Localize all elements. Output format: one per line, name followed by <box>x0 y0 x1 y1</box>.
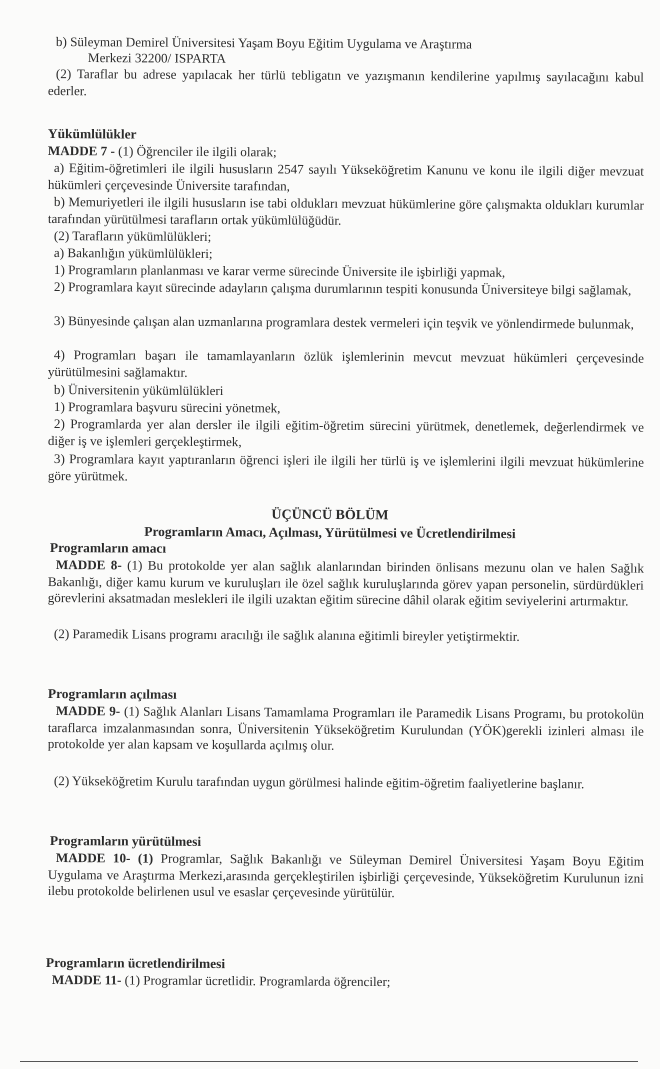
section-heading-yurutulmesi: Programların yürütülmesi <box>49 833 202 849</box>
madde-11-text: (1) Programlar ücretlidir. Programlarda öğrenciler; <box>121 972 391 990</box>
bakanlik-heading: a) Bakanlığın yükümlülükleri; <box>53 245 213 262</box>
madde-11-p1 <box>46 972 642 992</box>
chapter-subtitle: Programların Amacı, Açılması, Yürütülmesi ve Ücretlendirilmesi <box>144 523 516 542</box>
madde-8-p1 <box>48 557 644 610</box>
universite-item-2: 2) Programlarda yer alan dersler ile ilgili eğitim-öğretim sürecini yürütmek, denetlemek, değerlendirmek ve diğer iş ve işlemleri gerçekleştirmek, <box>47 416 644 449</box>
section-heading-yukumlulukler: Yükümlülükler <box>47 126 137 142</box>
universite-item-3: 3) Programlara kayıt yaptıranların öğrenci işleri ile ilgili her türlü iş ve işlemlerini ilgili mevzuat hükümlerine göre yürütmek. <box>47 451 644 484</box>
section-heading-acilmasi: Programların açılması <box>47 686 177 702</box>
madde-7-a: a) Eğitim-öğretimleri ile ilgili hususların 2547 sayılı Yükseköğretim Kanunu ve konu ile ilgili diğer mevzuat hükümleri çerçevesinde Üniversite tarafından, <box>47 160 644 194</box>
madde-8-label: MADDE 8- <box>55 557 122 573</box>
madde-8-p2: (2) Paramedik Lisans programı aracılığı ile sağlık alanına eğitimli bireyler yetiştirmektir. <box>53 626 520 644</box>
madde-9-label: MADDE 9- <box>55 703 121 719</box>
chapter-title: ÜÇÜNCÜ BÖLÜM <box>271 507 389 524</box>
universite-item-1: 1) Programlara başvuru sürecini yönetmek, <box>53 399 281 416</box>
madde-11-label: MADDE 11- <box>51 972 122 988</box>
footer-divider <box>20 1061 638 1062</box>
madde-10-p1 <box>48 850 644 903</box>
bakanlik-item-3: 3) Bünyesinde çalışan alan uzmanlarına programlara destek vermeleri için teşvik ve yönlendirmede bulunmak, <box>53 313 634 332</box>
madde-7-p2: (2) Tarafların yükümlülükleri; <box>53 228 212 244</box>
bakanlik-item-4: 4) Programları başarı ile tamamlayanların özlük işlemlerinin mevcut mevzuat hükümleri çerçevesinde yürütülmesini sağlamaktır. <box>47 347 644 380</box>
section-heading-amac: Programların amacı <box>49 540 167 556</box>
address-b-line1: b) Süleyman Demirel Üniversitesi Yaşam Boyu Eğitim Uygulama ve Araştırma <box>55 34 473 52</box>
madde-9-p1 <box>48 703 644 756</box>
address-b-line2: Merkezi 32200/ ISPARTA <box>87 50 227 66</box>
universite-heading: b) Üniversitenin yükümlülükleri <box>53 382 224 399</box>
bakanlik-item-1: 1) Programların planlanması ve karar verme sürecinde Üniversite ile işbirliği yapmak, <box>53 262 506 280</box>
bakanlik-item-2: 2) Programlara kayıt sürecinde adayların çalışma durumlarının tespiti konusunda Üniversiteye bilgi sağlamak, <box>53 279 632 298</box>
madde-9-text: (1) Sağlık Alanları Lisans Tamamlama Programları ile Paramedik Lisans Programı, bu protokolün taraflarca imzalanmasından sonra, Üniversitenin Yükseköğretim Kurulundan (YÖK)gerekli izinleri alması ile protokolde yer alan kapsam ve koşullarda açılmış olur. <box>47 703 645 753</box>
madde-10-label: MADDE 10- (1) <box>55 850 154 866</box>
madde-7-label: MADDE 7 - <box>47 143 115 159</box>
madde-7-text: (1) Öğrenciler ile ilgili olarak; <box>114 143 277 160</box>
madde-7-b: b) Memuriyetleri ile ilgili hususların ise tabi oldukları mevzuat hükümlerine göre çalışmakta oldukları kurumlar tarafından yürütülmesi tarafların ortak yükümlülüğüdür. <box>47 194 644 228</box>
madde-8-text: (1) Bu protokolde yer alan sağlık alanlarından birinden önlisans mezunu olan ve halen Sağlık Bakanlığı, diğer kamu kurum ve kuruluşları ile özel sağlık kuruluşlarında görev yapan personelin, sürdürdükleri görevlerini aksatmadan meslekleri ile ilgili uzaktan eğitim sürecine dâhil olarak eğitim seviyelerini artırmaktır. <box>47 557 645 609</box>
madde-10-text: Programlar, Sağlık Bakanlığı ve Süleyman Demirel Üniversitesi Yaşam Boyu Eğitim Uygulama ve Araştırma Merkezi,arasında gerçekleştirilen işbirliği çerçevesinde, Yükseköğretim Kurulunun izni ilebu protokolde belirlenen usul ve esaslar çerçevesinde yürütülür. <box>47 850 644 901</box>
tebligat-paragraph: (2) Taraflar bu adrese yapılacak her türlü tebligatın ve yazışmanın kendilerine yapılmış sayılacağını kabul ederler. <box>47 66 644 98</box>
madde-9-p2: (2) Yükseköğretim Kurulu tarafından uygun görülmesi halinde eğitim-öğretim faaliyetlerine başlanır. <box>53 773 585 792</box>
section-heading-ucret: Programların ücretlendirilmesi <box>45 955 226 972</box>
